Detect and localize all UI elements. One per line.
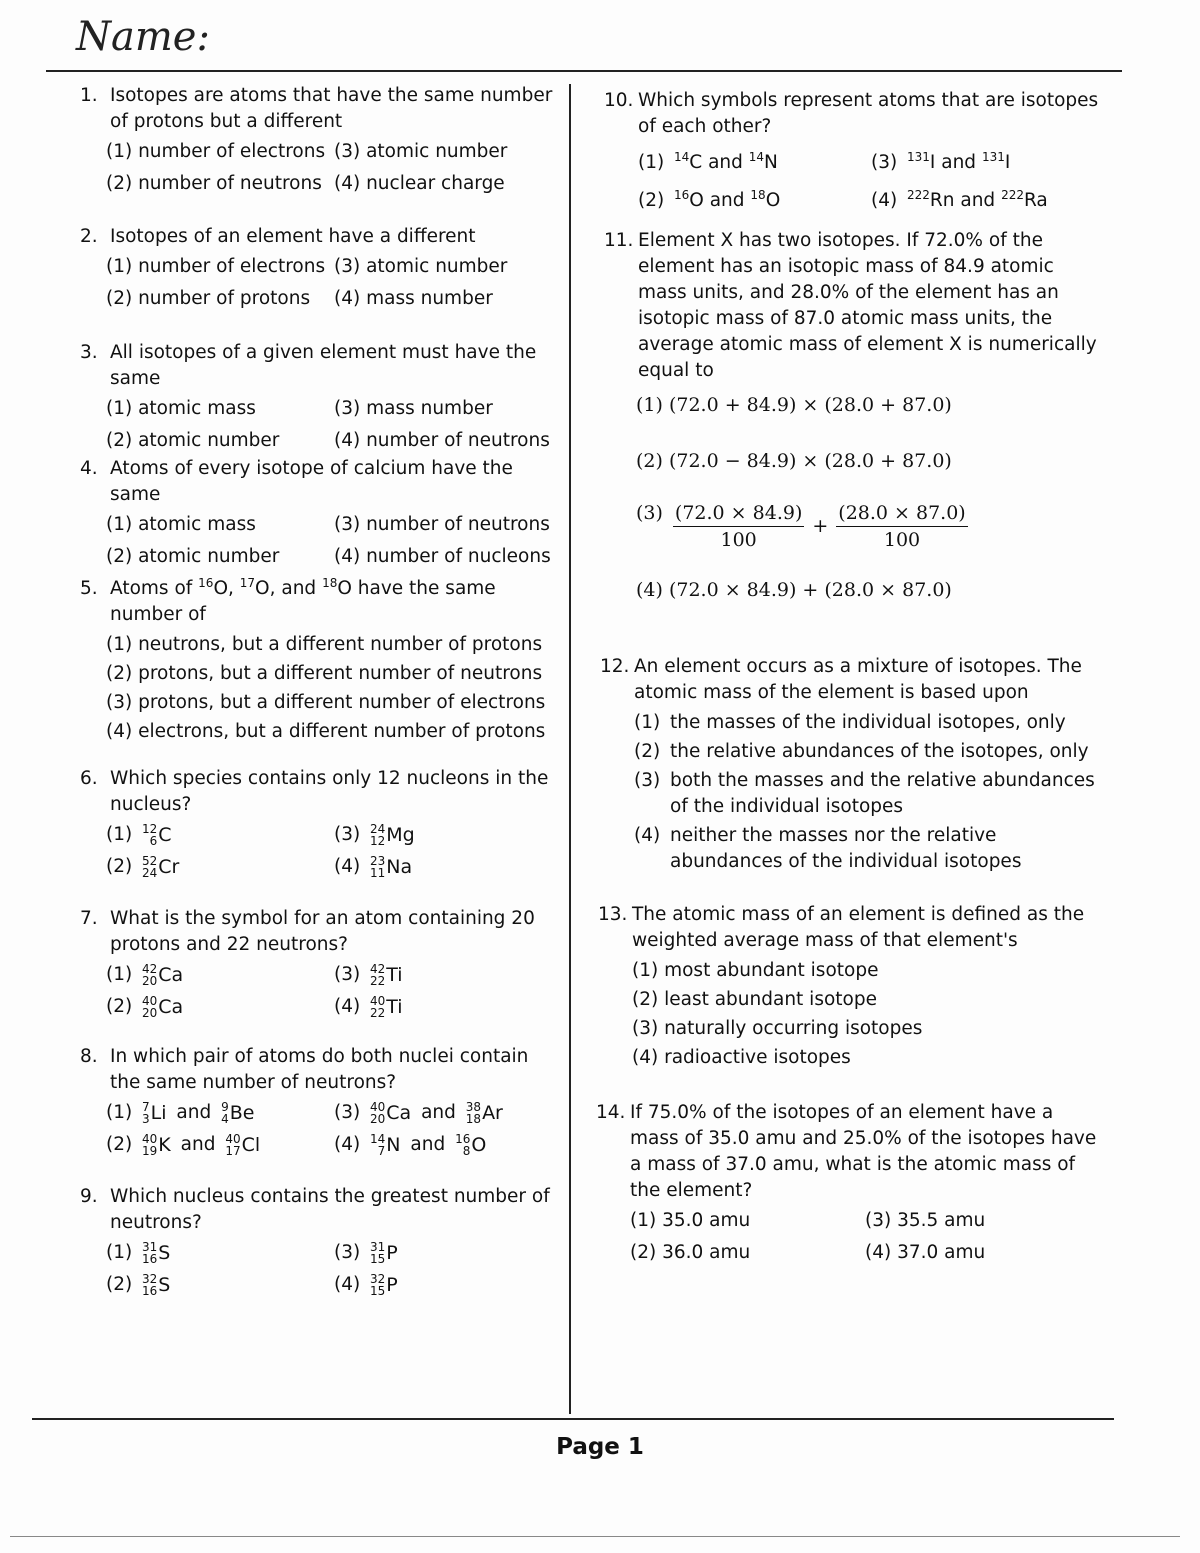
option: (3) 31 15 P — [334, 1240, 398, 1266]
isotope-symbol: 31 16 S — [142, 1240, 171, 1266]
isotope-options — [80, 822, 562, 880]
isotope-symbol: 42 22 Ti — [370, 962, 403, 988]
option: (2) 32 16 S — [106, 1272, 171, 1298]
question-14 — [596, 1100, 1100, 1266]
option: (3) $\frac{(72.0 \times 84.9)}{100}$ + $\frac{(28.0 \times 87.0)}{100}$ — [636, 502, 966, 551]
isotope-symbol: 52 24 Cr — [142, 854, 180, 880]
isotope-symbol: 7 3 Li — [142, 1100, 167, 1126]
option: (1) $^{14}$C and $^{14}$N — [638, 150, 778, 174]
isotope-symbol: 31 15 P — [370, 1240, 398, 1266]
option: (3) atomic number — [334, 256, 508, 277]
question-5 — [80, 570, 562, 745]
option: (3) protons, but a different number of electrons — [106, 692, 546, 714]
isotope-symbol: 23 11 Na — [370, 854, 413, 880]
option: (1) 12 6 C — [106, 822, 172, 848]
question-stem: 2. Isotopes of an element have a different — [80, 226, 476, 247]
option: (4) neither the masses nor the relative abundances of the individual isotopes — [634, 825, 1022, 872]
option: (4) number of neutrons — [334, 430, 550, 451]
question-13 — [598, 902, 1102, 1071]
option: (4) number of nucleons — [334, 546, 551, 567]
question-stem: 4. Atoms of every isotope of calcium have the same — [80, 458, 513, 505]
isotope-symbol: 9 4 Be — [221, 1100, 255, 1126]
question-stem: 7. What is the symbol for an atom containing 20 protons and 22 neutrons? — [80, 908, 535, 955]
option: (1) (72.0 + 84.9) × (28.0 + 87.0) — [636, 394, 952, 416]
name-label: Name: — [76, 14, 210, 60]
question-10 — [604, 88, 1104, 214]
question-3 — [80, 340, 562, 454]
option: (3) 35.5 amu — [865, 1210, 986, 1231]
isotope-options — [80, 1240, 562, 1298]
question-6 — [80, 766, 562, 880]
option: (2) least abundant isotope — [632, 989, 877, 1010]
isotope-symbol: 24 12 Mg — [370, 822, 415, 848]
column-divider — [569, 84, 571, 1414]
option: (3) 42 22 Ti — [334, 962, 403, 988]
page-number: Page 1 — [556, 1434, 644, 1460]
question-stem: 10. Which symbols represent atoms that are isotopes of each other? — [604, 90, 1099, 137]
option: (4) $^{222}$Rn and $^{222}$Ra — [871, 188, 1048, 212]
option: (2) $^{16}$O and $^{18}$O — [638, 188, 781, 212]
question-8 — [80, 1044, 562, 1158]
question-stem: 1. Isotopes are atoms that have the same number of protons but a different — [80, 85, 553, 132]
bottom-rule — [32, 1418, 1114, 1420]
question-stem: 12. An element occurs as a mixture of isotopes. The atomic mass of the element is based upon — [600, 656, 1082, 703]
question-stem: 11. Element X has two isotopes. If 72.0% of the element has an isotopic mass of 84.9 atomic mass units, and 28.0% of the element has an isotopic mass of 87.0 atomic mass units, the average atomic mass of element X is numerically equal to — [604, 230, 1097, 381]
question-stem: 8. In which pair of atoms do both nuclei contain the same number of neutrons? — [80, 1046, 529, 1093]
question-7 — [80, 906, 562, 1020]
option: (3) both the masses and the relative abundances of the individual isotopes — [634, 770, 1095, 817]
question-9 — [80, 1184, 562, 1298]
option: (3) number of neutrons — [334, 514, 550, 535]
isotope-symbol: 40 17 Cl — [225, 1132, 261, 1158]
question-stem: 3. All isotopes of a given element must have the same — [80, 342, 537, 389]
option: (4) radioactive isotopes — [632, 1047, 851, 1068]
option: (1) number of electrons — [106, 256, 326, 277]
option: (1) 31 16 S — [106, 1240, 171, 1266]
footer-rule — [10, 1536, 1180, 1537]
isotope-symbol: 32 15 P — [370, 1272, 398, 1298]
option: (2) number of neutrons — [106, 173, 322, 194]
isotope-symbol: 38 18 Ar — [465, 1100, 503, 1126]
isotope-symbol: 40 19 K — [142, 1132, 171, 1158]
option: (1) the masses of the individual isotopes, only — [634, 712, 1066, 733]
option: (3) naturally occurring isotopes — [632, 1018, 923, 1039]
isotope-options — [80, 962, 562, 1020]
option: (2) atomic number — [106, 430, 280, 451]
option: (2) 40 20 Ca — [106, 994, 184, 1020]
isotope-symbol: 40 20 Ca — [370, 1100, 412, 1126]
option: (4) 40 22 Ti — [334, 994, 403, 1020]
option: (2) protons, but a different number of neutrons — [106, 663, 543, 685]
question-12 — [600, 654, 1104, 875]
option: (3) 24 12 Mg — [334, 822, 415, 848]
top-rule — [46, 70, 1122, 72]
question-stem: 6. Which species contains only 12 nucleons in the nucleus? — [80, 768, 549, 815]
option: (4) 32 15 P — [334, 1272, 398, 1298]
question-2 — [80, 224, 562, 312]
question-stem: 9. Which nucleus contains the greatest number of neutrons? — [80, 1186, 550, 1233]
option: (1) 7 3 Li and 9 4 Be — [106, 1100, 255, 1126]
option: (3) $^{131}$I and $^{131}$I — [871, 150, 1011, 174]
isotope-text-options — [604, 144, 1104, 214]
isotope-symbol: 40 22 Ti — [370, 994, 403, 1020]
question-stem: 14. If 75.0% of the isotopes of an element have a mass of 35.0 amu and 25.0% of the isotopes have a mass of 37.0 amu, what is the atomic mass of the element? — [596, 1102, 1097, 1201]
question-11 — [604, 228, 1104, 603]
option: (4) electrons, but a different number of protons — [106, 721, 546, 743]
option: (4) mass number — [334, 288, 493, 309]
option: (2) the relative abundances of the isotopes, only — [634, 741, 1089, 762]
option: (4) 14 7 N and 16 8 O — [334, 1132, 487, 1158]
isotope-symbol: 32 16 S — [142, 1272, 171, 1298]
question-4 — [80, 456, 562, 570]
option: (1) atomic mass — [106, 398, 256, 419]
option: (1) neutrons, but a different number of protons — [106, 634, 543, 656]
option: (2) number of protons — [106, 288, 311, 309]
option: (1) 35.0 amu — [630, 1210, 751, 1231]
option: (1) most abundant isotope — [632, 960, 879, 981]
option: (1) 42 20 Ca — [106, 962, 184, 988]
option: (4) 23 11 Na — [334, 854, 413, 880]
isotope-pair-options — [80, 1100, 562, 1158]
question-stem: 5. Atoms of $^{16}$O, $^{17}$O, and $^{18}$O have the same number of — [80, 576, 496, 626]
option: (4) (72.0 × 84.9) + (28.0 × 87.0) — [636, 579, 952, 601]
option: (2) atomic number — [106, 546, 280, 567]
option: (2) 52 24 Cr — [106, 854, 180, 880]
option: (2) 36.0 amu — [630, 1242, 751, 1263]
option: (4) 37.0 amu — [865, 1242, 986, 1263]
option: (1) atomic mass — [106, 514, 256, 535]
option: (4) nuclear charge — [334, 173, 505, 194]
question-stem: 13. The atomic mass of an element is defined as the weighted average mass of that element's — [598, 904, 1085, 951]
option: (2) (72.0 − 84.9) × (28.0 + 87.0) — [636, 450, 952, 472]
isotope-symbol: 40 20 Ca — [142, 994, 184, 1020]
isotope-symbol: 14 7 N — [370, 1132, 401, 1158]
isotope-symbol: 12 6 C — [142, 822, 172, 848]
option: (3) mass number — [334, 398, 493, 419]
option: (3) atomic number — [334, 141, 508, 162]
isotope-symbol: 42 20 Ca — [142, 962, 184, 988]
option: (3) 40 20 Ca and 38 18 Ar — [334, 1100, 503, 1126]
isotope-symbol: 16 8 O — [455, 1132, 487, 1158]
option: (1) number of electrons — [106, 141, 326, 162]
option: (2) 40 19 K and 40 17 Cl — [106, 1132, 261, 1158]
question-1 — [80, 83, 562, 197]
